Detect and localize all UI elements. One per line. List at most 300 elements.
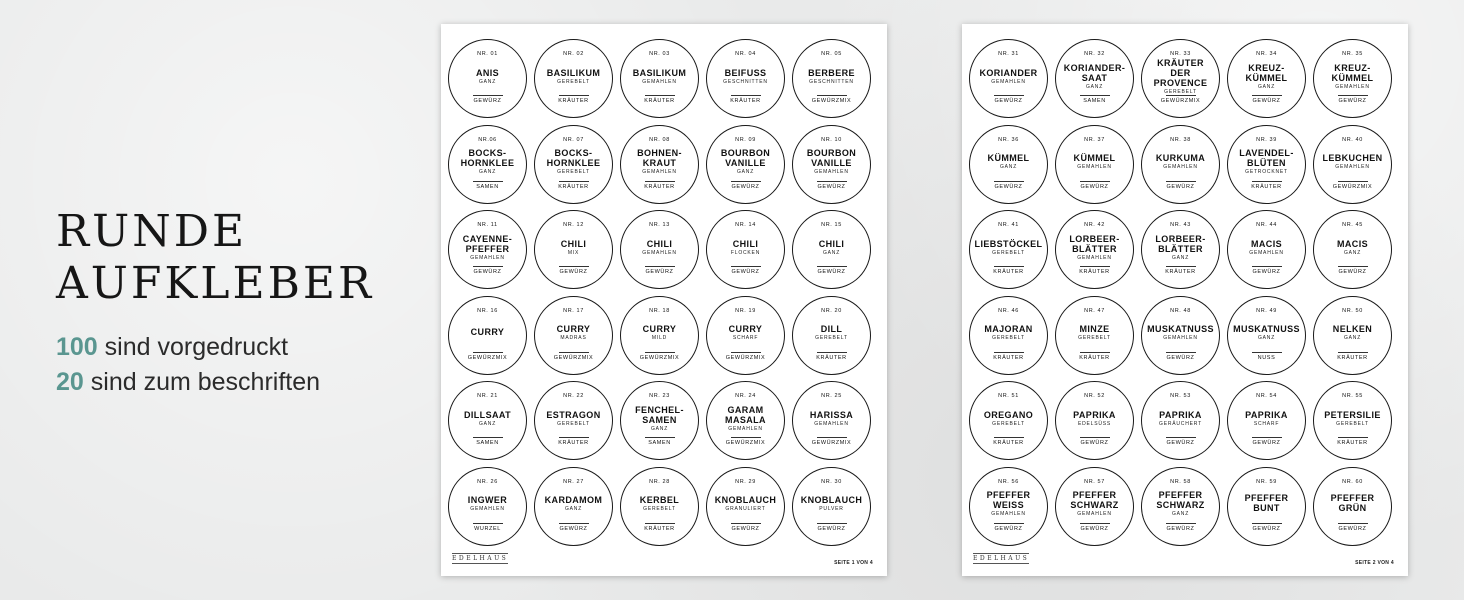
- sticker-sheet-1: [441, 24, 887, 576]
- subline-preprinted-text: sind vorgedruckt: [97, 333, 289, 361]
- label-category: KRÄUTER: [1079, 269, 1110, 276]
- spice-label: [1313, 296, 1392, 375]
- label-number: NR. 41: [998, 222, 1019, 229]
- label-name: HARISSA: [809, 409, 854, 420]
- label-description: SCHARF: [1253, 420, 1280, 427]
- label-description: GEREBELT: [992, 335, 1025, 342]
- label-name: CURRY: [556, 324, 591, 335]
- label-divider: [994, 352, 1024, 353]
- label-description: GEMAHLEN: [470, 254, 505, 261]
- spice-label: [1055, 210, 1134, 289]
- spice-label: [1313, 210, 1392, 289]
- label-category: GEWÜRZ: [817, 269, 846, 276]
- label-number: NR. 19: [735, 307, 756, 314]
- label-divider: [731, 352, 761, 353]
- label-body: [1317, 401, 1388, 435]
- label-divider: [1166, 352, 1196, 353]
- label-description: GEMAHLEN: [1077, 164, 1112, 171]
- label-name: MACIS: [1251, 238, 1282, 249]
- label-number: NR. 11: [477, 222, 498, 229]
- label-category: GEWÜRZ: [1338, 98, 1367, 104]
- spice-label: [534, 125, 613, 204]
- label-category: KRÄUTER: [730, 98, 761, 104]
- spice-label: [969, 125, 1048, 204]
- label-divider: [994, 437, 1024, 438]
- label-name: CHILI: [818, 238, 845, 249]
- label-category: GEWÜRZ: [473, 269, 502, 276]
- label-divider: [1080, 352, 1110, 353]
- label-category: KRÄUTER: [644, 525, 675, 532]
- label-divider: [645, 437, 675, 438]
- label-category: GEWÜRZ: [1338, 525, 1367, 532]
- spice-label: [792, 125, 871, 204]
- label-category: WURZEL: [474, 525, 501, 532]
- label-number: NR. 37: [1084, 136, 1105, 143]
- spice-label: [620, 296, 699, 375]
- label-divider: [817, 266, 847, 267]
- label-divider: [994, 181, 1024, 182]
- label-description: GANZ: [736, 169, 755, 176]
- label-name: PFEFFER BUNT: [1244, 493, 1289, 514]
- spice-label: [1227, 467, 1306, 546]
- label-name: BOURBON VANILLE: [806, 148, 857, 169]
- label-number: NR. 18: [649, 307, 670, 314]
- label-description: GEMAHLEN: [991, 78, 1026, 85]
- brand-logo: EDELHAUS: [452, 555, 509, 562]
- label-number: NR. 58: [1170, 478, 1191, 485]
- label-description: GANZ: [650, 425, 669, 432]
- label-body: [973, 487, 1044, 521]
- label-name: CURRY: [642, 324, 677, 335]
- label-number: NR. 28: [649, 478, 670, 485]
- label-description: GEMAHLEN: [1077, 254, 1112, 261]
- label-name: KERBEL: [639, 495, 680, 506]
- label-category: GEWÜRZMIX: [1160, 98, 1201, 104]
- label-divider: [731, 95, 761, 96]
- label-body: [1145, 316, 1216, 350]
- spice-label: [1227, 210, 1306, 289]
- label-divider: [473, 95, 503, 96]
- label-divider: [1252, 352, 1282, 353]
- label-divider: [645, 95, 675, 96]
- spice-label: [620, 381, 699, 460]
- spice-label: [448, 125, 527, 204]
- label-body: [452, 316, 523, 350]
- label-body: [624, 316, 695, 350]
- label-number: NR. 24: [735, 393, 756, 400]
- label-name: PAPRIKA: [1073, 409, 1116, 420]
- label-name: LAVENDEL- BLÜTEN: [1239, 148, 1294, 169]
- label-divider: [1338, 181, 1368, 182]
- label-divider: [731, 437, 761, 438]
- label-description: GANZ: [1171, 254, 1190, 261]
- label-number: NR. 60: [1342, 478, 1363, 485]
- label-body: [1317, 487, 1388, 521]
- label-divider: [1252, 437, 1282, 438]
- label-body: [1317, 59, 1388, 93]
- label-number: NR. 10: [821, 136, 842, 143]
- label-description: GANZ: [999, 164, 1018, 171]
- label-name: CURRY: [728, 324, 763, 335]
- label-name: BOHNEN- KRAUT: [637, 148, 682, 169]
- label-body: [624, 59, 695, 93]
- label-description: GANZ: [822, 249, 841, 256]
- label-body: [973, 145, 1044, 179]
- label-name: KARDAMOM: [544, 495, 603, 506]
- label-description: GEMAHLEN: [1335, 164, 1370, 171]
- label-description: GEMAHLEN: [1077, 511, 1112, 518]
- label-description: GANZ: [1085, 83, 1104, 90]
- label-number: NR. 57: [1084, 478, 1105, 485]
- spice-label: [969, 39, 1048, 118]
- label-description: GETROCKNET: [1245, 169, 1288, 176]
- label-body: [796, 145, 867, 179]
- label-body: [796, 487, 867, 521]
- label-name: GARAM MASALA: [725, 404, 766, 425]
- label-name: LEBKUCHEN: [1322, 153, 1383, 164]
- spice-label: [620, 125, 699, 204]
- label-body: [1231, 316, 1302, 350]
- label-body: [624, 401, 695, 435]
- label-category: KRÄUTER: [816, 354, 847, 361]
- label-divider: [1166, 181, 1196, 182]
- label-category: GEWÜRZ: [731, 269, 760, 276]
- label-description: GEREBELT: [557, 78, 590, 85]
- label-divider: [645, 523, 675, 524]
- label-body: [538, 401, 609, 435]
- subline-preprinted-count: 100: [56, 333, 98, 361]
- spice-label: [1055, 381, 1134, 460]
- label-category: SAMEN: [476, 183, 499, 190]
- label-divider: [1080, 437, 1110, 438]
- label-description: GEREBELT: [557, 420, 590, 427]
- label-divider: [994, 266, 1024, 267]
- label-number: NR. 23: [649, 393, 670, 400]
- label-body: [1231, 145, 1302, 179]
- label-body: [1317, 145, 1388, 179]
- label-divider: [645, 352, 675, 353]
- label-description: PULVER: [819, 506, 844, 513]
- label-divider: [559, 266, 589, 267]
- spice-label: [448, 296, 527, 375]
- label-divider: [1252, 181, 1282, 182]
- label-description: GEREBELT: [643, 506, 676, 513]
- label-category: KRÄUTER: [558, 183, 589, 190]
- label-name: LORBEER- BLÄTTER: [1155, 233, 1206, 254]
- label-divider: [1080, 95, 1110, 96]
- label-category: GEWÜRZ: [817, 525, 846, 532]
- label-category: GEWÜRZ: [1252, 269, 1281, 276]
- label-category: GEWÜRZ: [559, 525, 588, 532]
- label-number: NR. 32: [1084, 51, 1105, 57]
- label-description: GEMAHLEN: [728, 425, 763, 432]
- label-number: NR.06: [478, 136, 497, 143]
- label-body: [973, 230, 1044, 264]
- label-description: GANZ: [1171, 511, 1190, 518]
- label-number: NR. 39: [1256, 136, 1277, 143]
- label-category: GEWÜRZ: [994, 98, 1023, 104]
- label-divider: [731, 523, 761, 524]
- label-category: KRÄUTER: [1251, 183, 1282, 190]
- label-number: NR. 03: [649, 51, 670, 57]
- label-body: [452, 59, 523, 93]
- label-body: [796, 59, 867, 93]
- spice-label: [1141, 381, 1220, 460]
- label-divider: [1166, 95, 1196, 96]
- label-name: PAPRIKA: [1159, 409, 1202, 420]
- label-body: [1231, 487, 1302, 521]
- label-category: KRÄUTER: [993, 440, 1024, 447]
- label-description: GEMAHLEN: [814, 420, 849, 427]
- label-description: GEMAHLEN: [1163, 164, 1198, 171]
- label-number: NR. 17: [563, 307, 584, 314]
- label-body: [624, 230, 695, 264]
- label-divider: [559, 437, 589, 438]
- label-body: [1231, 230, 1302, 264]
- label-description: GRANULIERT: [725, 506, 766, 513]
- label-body: [1145, 401, 1216, 435]
- label-description: MILD: [651, 335, 668, 342]
- label-number: NR. 46: [998, 307, 1019, 314]
- label-category: GEWÜRZMIX: [553, 354, 594, 361]
- label-name: KNOBLAUCH: [800, 495, 863, 506]
- spice-label: [792, 381, 871, 460]
- spice-label: [706, 296, 785, 375]
- label-name: PAPRIKA: [1245, 409, 1288, 420]
- label-name: ANIS: [475, 67, 500, 78]
- label-name: LORBEER- BLÄTTER: [1069, 233, 1120, 254]
- label-body: [1317, 316, 1388, 350]
- label-category: SAMEN: [648, 440, 671, 447]
- label-category: GEWÜRZ: [1252, 440, 1281, 447]
- label-category: SAMEN: [476, 440, 499, 447]
- label-name: KORIANDER- SAAT: [1063, 62, 1126, 83]
- label-body: [452, 145, 523, 179]
- label-body: [1059, 316, 1130, 350]
- spice-label: [534, 381, 613, 460]
- label-number: NR. 47: [1084, 307, 1105, 314]
- spice-label: [1227, 381, 1306, 460]
- label-number: NR. 29: [735, 478, 756, 485]
- label-body: [538, 487, 609, 521]
- label-divider: [731, 181, 761, 182]
- label-description: GEREBELT: [1078, 335, 1111, 342]
- label-divider: [1338, 266, 1368, 267]
- spice-label: [1141, 210, 1220, 289]
- spice-label: [534, 210, 613, 289]
- label-body: [1145, 230, 1216, 264]
- label-description: GEMAHLEN: [1163, 335, 1198, 342]
- label-category: GEWÜRZ: [473, 98, 502, 104]
- label-number: NR. 40: [1342, 136, 1363, 143]
- label-name: MUSKATNUSS: [1233, 324, 1300, 335]
- label-name: KÜMMEL: [987, 153, 1030, 164]
- label-category: KRÄUTER: [558, 440, 589, 447]
- label-body: [973, 59, 1044, 93]
- label-number: NR. 49: [1256, 307, 1277, 314]
- label-divider: [1166, 437, 1196, 438]
- label-name: DILLSAAT: [463, 409, 512, 420]
- label-number: NR. 25: [821, 393, 842, 400]
- label-category: GEWÜRZ: [1252, 525, 1281, 532]
- label-description: GEREBELT: [815, 335, 848, 342]
- subline-blank: [56, 368, 320, 397]
- label-description: GANZ: [478, 169, 497, 176]
- label-description: FLOCKEN: [730, 249, 761, 256]
- label-category: GEWÜRZ: [994, 525, 1023, 532]
- label-category: GEWÜRZ: [1080, 183, 1109, 190]
- label-category: GEWÜRZMIX: [725, 440, 766, 447]
- label-body: [452, 401, 523, 435]
- label-divider: [817, 352, 847, 353]
- label-divider: [994, 523, 1024, 524]
- label-divider: [1338, 523, 1368, 524]
- spice-label: [534, 39, 613, 118]
- label-description: GEMAHLEN: [642, 249, 677, 256]
- page-number: SEITE 1 VON 4: [834, 560, 873, 566]
- spice-label: [1313, 125, 1392, 204]
- label-divider: [817, 95, 847, 96]
- label-name: BERBERE: [808, 67, 855, 78]
- label-number: NR. 56: [998, 478, 1019, 485]
- label-description: GANZ: [1257, 335, 1276, 342]
- label-category: GEWÜRZ: [1338, 269, 1367, 276]
- label-name: DILL: [820, 324, 843, 335]
- label-number: NR. 54: [1256, 393, 1277, 400]
- label-number: NR. 36: [998, 136, 1019, 143]
- label-category: KRÄUTER: [1337, 354, 1368, 361]
- label-body: [796, 230, 867, 264]
- label-description: GANZ: [1343, 335, 1362, 342]
- label-name: PFEFFER GRÜN: [1330, 493, 1375, 514]
- label-description: GESCHNITTEN: [723, 78, 768, 85]
- label-divider: [473, 352, 503, 353]
- label-description: GEREBELT: [992, 420, 1025, 427]
- label-number: NR. 13: [649, 222, 670, 229]
- label-divider: [1080, 266, 1110, 267]
- spice-label: [1055, 125, 1134, 204]
- label-name: OREGANO: [983, 409, 1034, 420]
- label-name: CHILI: [732, 238, 759, 249]
- label-name: CURRY: [470, 327, 505, 338]
- spice-label: [1141, 39, 1220, 118]
- label-description: GEMAHLEN: [814, 169, 849, 176]
- label-number: NR. 01: [477, 51, 498, 57]
- label-number: NR. 52: [1084, 393, 1105, 400]
- label-category: KRÄUTER: [1079, 354, 1110, 361]
- label-name: BOURBON VANILLE: [720, 148, 771, 169]
- label-divider: [1252, 266, 1282, 267]
- label-name: NELKEN: [1332, 324, 1373, 335]
- label-category: GEWÜRZMIX: [811, 98, 852, 104]
- label-divider: [1338, 437, 1368, 438]
- label-body: [973, 401, 1044, 435]
- label-number: NR. 27: [563, 478, 584, 485]
- spice-label: [620, 210, 699, 289]
- label-number: NR. 44: [1256, 222, 1277, 229]
- label-number: NR. 22: [563, 393, 584, 400]
- label-number: NR. 26: [477, 478, 498, 485]
- label-body: [1059, 401, 1130, 435]
- spice-label: [448, 210, 527, 289]
- label-category: KRÄUTER: [558, 98, 589, 104]
- label-grid: [448, 39, 871, 546]
- label-body: [624, 487, 695, 521]
- label-name: KREUZ- KÜMMEL: [1245, 62, 1288, 83]
- brand-logo: EDELHAUS: [973, 555, 1030, 562]
- label-body: [538, 145, 609, 179]
- label-description: GEMAHLEN: [642, 78, 677, 85]
- label-divider: [473, 523, 503, 524]
- label-description: GEREBELT: [992, 249, 1025, 256]
- label-divider: [559, 352, 589, 353]
- label-description: GANZ: [478, 78, 497, 85]
- label-divider: [1166, 266, 1196, 267]
- spice-label: [1055, 39, 1134, 118]
- headline-line-1: RUNDE: [56, 206, 248, 257]
- label-number: NR. 35: [1342, 51, 1363, 57]
- label-number: NR. 21: [477, 393, 498, 400]
- label-divider: [559, 181, 589, 182]
- spice-label: [448, 381, 527, 460]
- label-body: [973, 316, 1044, 350]
- label-category: GEWÜRZ: [1166, 183, 1195, 190]
- label-description: GEREBELT: [1336, 420, 1369, 427]
- label-number: NR. 30: [821, 478, 842, 485]
- spice-label: [620, 467, 699, 546]
- label-description: GANZ: [1343, 249, 1362, 256]
- label-description: GEMAHLEN: [991, 511, 1026, 518]
- label-body: [710, 230, 781, 264]
- spice-label: [1141, 467, 1220, 546]
- spice-label: [792, 467, 871, 546]
- spice-label: [1141, 296, 1220, 375]
- page-number: SEITE 2 VON 4: [1355, 560, 1394, 566]
- label-category: KRÄUTER: [644, 98, 675, 104]
- headline-line-2: AUFKLEBER: [56, 258, 375, 309]
- label-number: NR. 53: [1170, 393, 1191, 400]
- spice-label: [969, 210, 1048, 289]
- spice-label: [969, 381, 1048, 460]
- label-category: GEWÜRZ: [994, 183, 1023, 190]
- label-body: [710, 59, 781, 93]
- label-divider: [473, 266, 503, 267]
- spice-label: [1313, 467, 1392, 546]
- label-name: PETERSILIE: [1324, 409, 1381, 420]
- label-category: GEWÜRZ: [1080, 440, 1109, 447]
- label-category: KRÄUTER: [993, 269, 1024, 276]
- label-divider: [1252, 95, 1282, 96]
- spice-label: [969, 467, 1048, 546]
- label-name: BOCKS- HORNKLEE: [460, 148, 515, 169]
- label-category: KRÄUTER: [1165, 269, 1196, 276]
- label-number: NR. 51: [998, 393, 1019, 400]
- label-name: CHILI: [560, 238, 587, 249]
- spice-label: [706, 381, 785, 460]
- label-name: KNOBLAUCH: [714, 495, 777, 506]
- sticker-sheet-2: [962, 24, 1408, 576]
- label-description: GANZ: [478, 420, 497, 427]
- label-number: NR. 15: [821, 222, 842, 229]
- label-body: [1059, 59, 1130, 93]
- label-number: NR. 16: [477, 307, 498, 314]
- label-description: SCHARF: [732, 335, 759, 342]
- spice-label: [1055, 467, 1134, 546]
- label-description: GEMAHLEN: [642, 169, 677, 176]
- spice-label: [1227, 296, 1306, 375]
- label-number: NR. 12: [563, 222, 584, 229]
- label-description: MIX: [567, 249, 580, 256]
